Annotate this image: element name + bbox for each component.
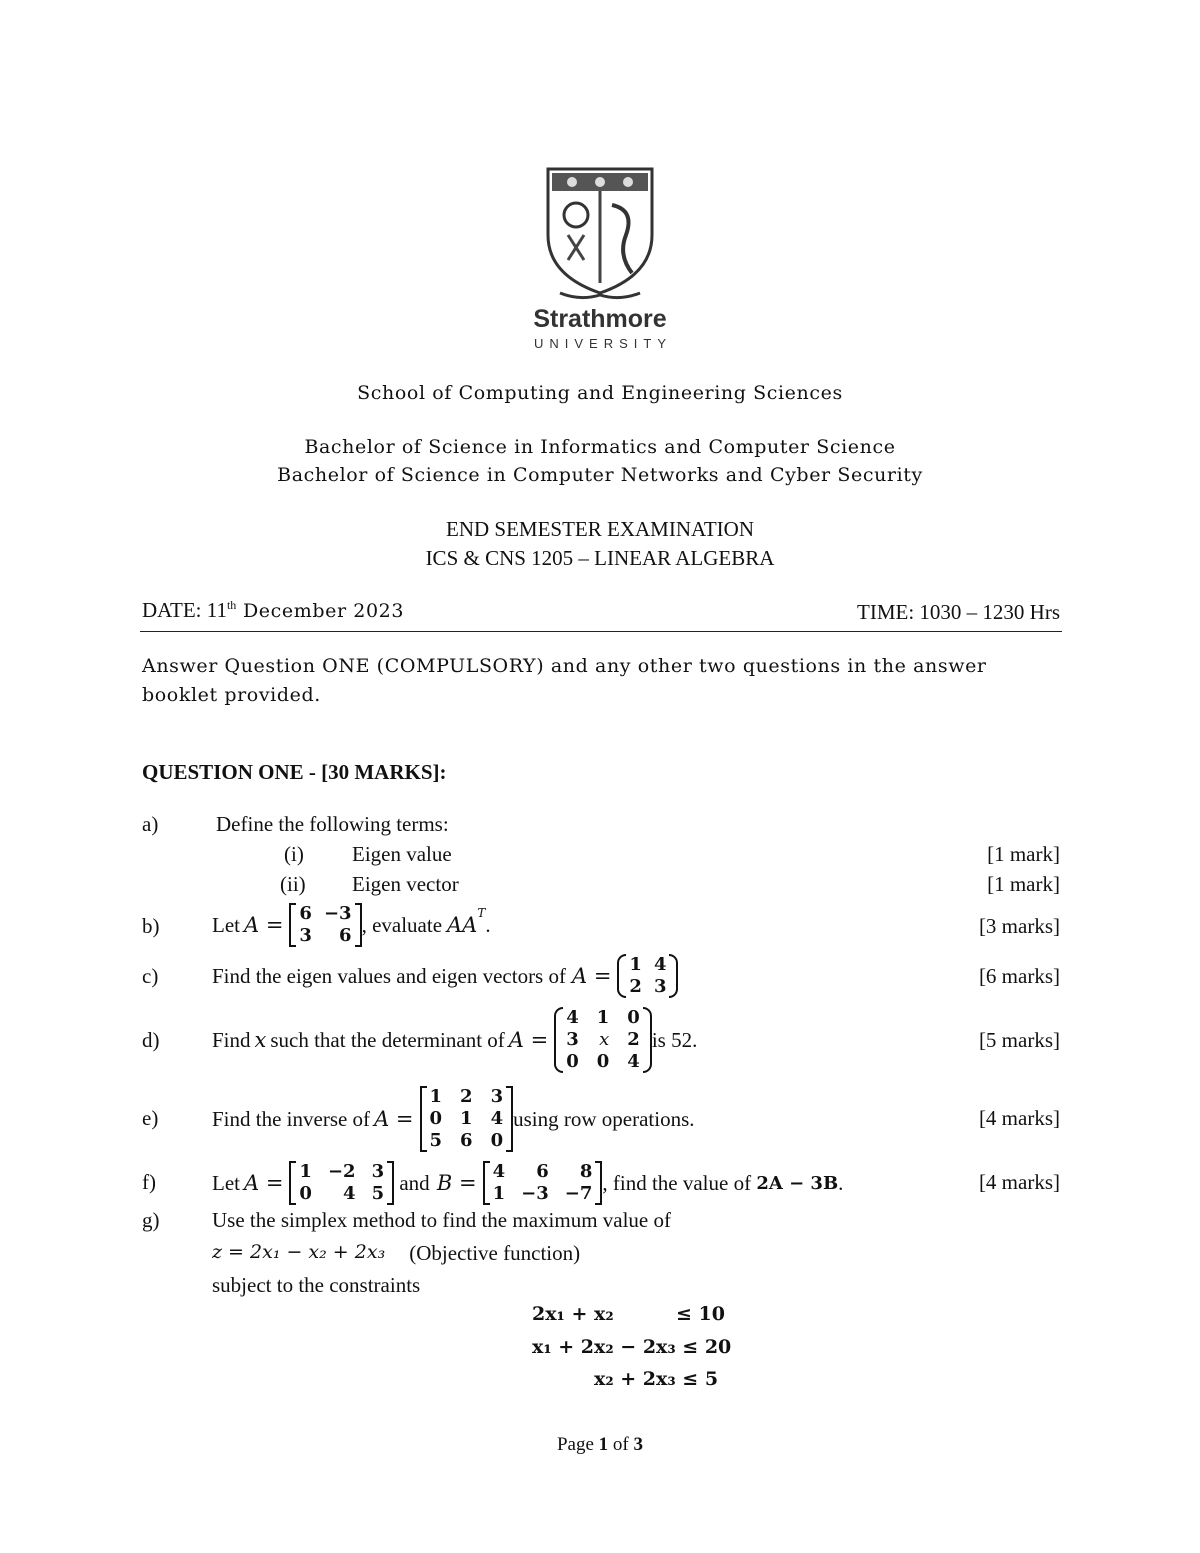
question-d-var: A =	[508, 1028, 549, 1052]
question-b	[142, 900, 1060, 950]
constraint-1: 2x₁ + x₂	[532, 1303, 614, 1325]
question-a-ii-num: (ii)	[280, 872, 306, 896]
matrix-d-cell: 1	[596, 1007, 610, 1028]
question-c-text: Find the eigen values and eigen vectors of	[212, 963, 566, 988]
question-c-var: A =	[571, 964, 612, 988]
question-g	[142, 1208, 1060, 1238]
matrix-e-cell: 1	[429, 1086, 443, 1107]
matrix-b-cell: 3	[299, 925, 312, 946]
question-b-label: b)	[142, 914, 160, 938]
matrix-f-a-cell: 5	[371, 1183, 385, 1204]
matrix-f-b-cell: 6	[536, 1161, 549, 1182]
question-d	[142, 1004, 1060, 1076]
question-c-marks: [6 marks]	[978, 964, 1060, 988]
matrix-e-cell: 0	[429, 1108, 443, 1129]
question-f-and: and	[394, 1170, 435, 1195]
question-f	[142, 1158, 1060, 1208]
question-g-line3-row	[142, 1273, 1060, 1303]
question-a-ii-text: Eigen vector	[352, 872, 459, 896]
matrix-e	[420, 1086, 514, 1152]
question-e-post: using row operations.	[513, 1106, 695, 1131]
question-c-content	[212, 952, 678, 1000]
question-f-marks: [4 marks]	[978, 1170, 1060, 1194]
question-g-objective-note: (Objective function)	[404, 1241, 581, 1265]
question-a-ii-marks: [1 mark]	[987, 872, 1060, 896]
exam-date	[142, 598, 404, 623]
matrix-d-cell: 0	[596, 1051, 610, 1072]
question-f-expr: 2A − 3B	[756, 1172, 839, 1194]
question-g-label: g)	[142, 1208, 160, 1232]
question-g-line1: Use the simplex method to find the maximum value of	[212, 1208, 671, 1232]
question-f-varB: B =	[436, 1171, 477, 1195]
question-b-content	[212, 900, 491, 950]
matrix-d-cell: 3	[566, 1029, 579, 1050]
question-e-marks: [4 marks]	[978, 1106, 1060, 1130]
matrix-e-cell: 2	[460, 1086, 473, 1107]
question-a	[142, 812, 1060, 842]
question-one-title: QUESTION ONE - [30 MARKS]:	[142, 760, 447, 784]
question-d-content	[212, 1004, 697, 1076]
matrix-d-cell: 4	[627, 1051, 640, 1072]
matrix-d-cell: x	[599, 1029, 610, 1050]
school-name: School of Computing and Engineering Sciences	[357, 382, 843, 404]
page-num: 1	[598, 1434, 609, 1455]
question-b-post: , evaluate	[361, 912, 443, 937]
matrix-f-a-cell: 4	[343, 1183, 356, 1204]
question-e	[142, 1082, 1060, 1156]
matrix-b-cell: 6	[339, 925, 352, 946]
matrix-f-a-cell: 1	[299, 1161, 312, 1182]
date-sup: th	[226, 598, 237, 612]
question-e-pre: Find the inverse of	[212, 1106, 371, 1131]
matrix-c-cell: 1	[629, 954, 642, 975]
matrix-e-cell: 0	[490, 1130, 504, 1151]
matrix-d-cell: 0	[627, 1007, 640, 1028]
matrix-e-cell: 5	[429, 1130, 443, 1151]
question-g-objective-row	[142, 1241, 1060, 1271]
question-g-objective: z = 2x₁ − x₂ + 2x₃	[212, 1241, 386, 1263]
question-f-end: .	[838, 1170, 844, 1195]
question-a-label: a)	[142, 812, 159, 836]
matrix-d	[554, 1007, 652, 1073]
matrix-b	[289, 903, 361, 947]
question-b-expr: AA	[447, 913, 478, 937]
date-rest: December 2023	[236, 600, 405, 622]
programme-2: Bachelor of Science in Computer Networks and Cyber Security	[277, 464, 923, 486]
question-f-varA: A =	[243, 1171, 284, 1195]
question-b-marks: [3 marks]	[978, 914, 1060, 938]
matrix-d-cell: 2	[627, 1029, 640, 1050]
matrix-e-cell: 3	[490, 1086, 504, 1107]
university-subtitle: UNIVERSITY	[533, 336, 672, 351]
matrix-e-cell: 1	[460, 1108, 473, 1129]
question-d-x: x	[254, 1028, 267, 1052]
university-name: Strathmore	[533, 305, 667, 333]
page-mid: of	[608, 1434, 634, 1455]
matrix-c-cell: 4	[653, 954, 667, 975]
instructions-line-1: Answer Question ONE (COMPULSORY) and any other two questions in the answer	[142, 655, 987, 677]
date-label: DATE: 11	[142, 598, 227, 622]
matrix-d-cell: 4	[566, 1007, 579, 1028]
question-a-i	[142, 842, 1060, 872]
question-b-pre: Let	[212, 912, 240, 937]
matrix-f-a	[289, 1161, 394, 1205]
question-c-label: c)	[142, 964, 159, 988]
question-b-sup: T	[477, 906, 486, 920]
question-a-i-marks: [1 mark]	[987, 842, 1060, 866]
question-e-content	[212, 1082, 695, 1156]
question-b-var: A =	[243, 913, 284, 937]
question-d-pre: Find	[212, 1027, 251, 1052]
question-d-label: d)	[142, 1028, 160, 1052]
question-a-i-text: Eigen value	[352, 842, 452, 866]
matrix-f-a-cell: 3	[371, 1161, 385, 1182]
matrix-f-b-cell: −3	[521, 1183, 549, 1204]
matrix-c	[617, 954, 678, 998]
matrix-d-cell: 0	[566, 1051, 579, 1072]
matrix-b-cell: −3	[323, 903, 352, 924]
matrix-c-cell: 3	[653, 976, 667, 997]
question-a-ii	[142, 872, 1060, 902]
question-f-pre: Let	[212, 1170, 240, 1195]
matrix-e-cell: 6	[460, 1130, 473, 1151]
constraint-2: x₁ + 2x₂ − 2x₃ ≤ 20	[532, 1336, 732, 1358]
matrix-b-cell: 6	[299, 903, 312, 924]
matrix-f-b-cell: −7	[564, 1183, 593, 1204]
constraint-3: x₂ + 2x₃ ≤ 5	[594, 1368, 719, 1390]
matrix-f-a-cell: 0	[299, 1183, 312, 1204]
matrix-f-a-cell: −2	[327, 1161, 356, 1182]
matrix-f-b-cell: 1	[492, 1183, 506, 1204]
question-b-end: .	[485, 912, 491, 937]
page-number	[0, 1434, 1200, 1456]
question-e-var: A =	[374, 1107, 414, 1131]
question-e-label: e)	[142, 1106, 159, 1130]
course-title: ICS & CNS 1205 – LINEAR ALGEBRA	[425, 546, 775, 570]
matrix-f-b	[483, 1161, 603, 1205]
instructions-line-2: booklet provided.	[142, 684, 321, 706]
page-pre: Page	[556, 1434, 599, 1455]
question-c	[142, 952, 1060, 1000]
question-f-post: , find the value of	[602, 1170, 757, 1195]
matrix-f-b-cell: 8	[579, 1161, 593, 1182]
question-d-mid: such that the determinant of	[270, 1027, 505, 1052]
question-d-marks: [5 marks]	[978, 1028, 1060, 1052]
question-f-label: f)	[142, 1170, 156, 1194]
exam-title: END SEMESTER EXAMINATION	[446, 517, 754, 541]
page-total: 3	[633, 1434, 643, 1455]
header-divider	[140, 631, 1062, 632]
programme-1: Bachelor of Science in Informatics and Computer Science	[304, 436, 896, 458]
question-g-line3: subject to the constraints	[212, 1273, 421, 1297]
question-f-content	[212, 1158, 843, 1208]
constraint-1-rhs: ≤ 10	[676, 1303, 725, 1325]
question-a-i-num: (i)	[284, 842, 304, 866]
matrix-f-b-cell: 4	[492, 1161, 506, 1182]
question-d-post: is 52.	[651, 1027, 698, 1052]
matrix-e-cell: 4	[490, 1108, 504, 1129]
exam-time: TIME: 1030 – 1230 Hrs	[857, 600, 1060, 624]
university-crest	[540, 165, 660, 305]
question-a-text: Define the following terms:	[216, 812, 449, 836]
matrix-c-cell: 2	[629, 976, 642, 997]
